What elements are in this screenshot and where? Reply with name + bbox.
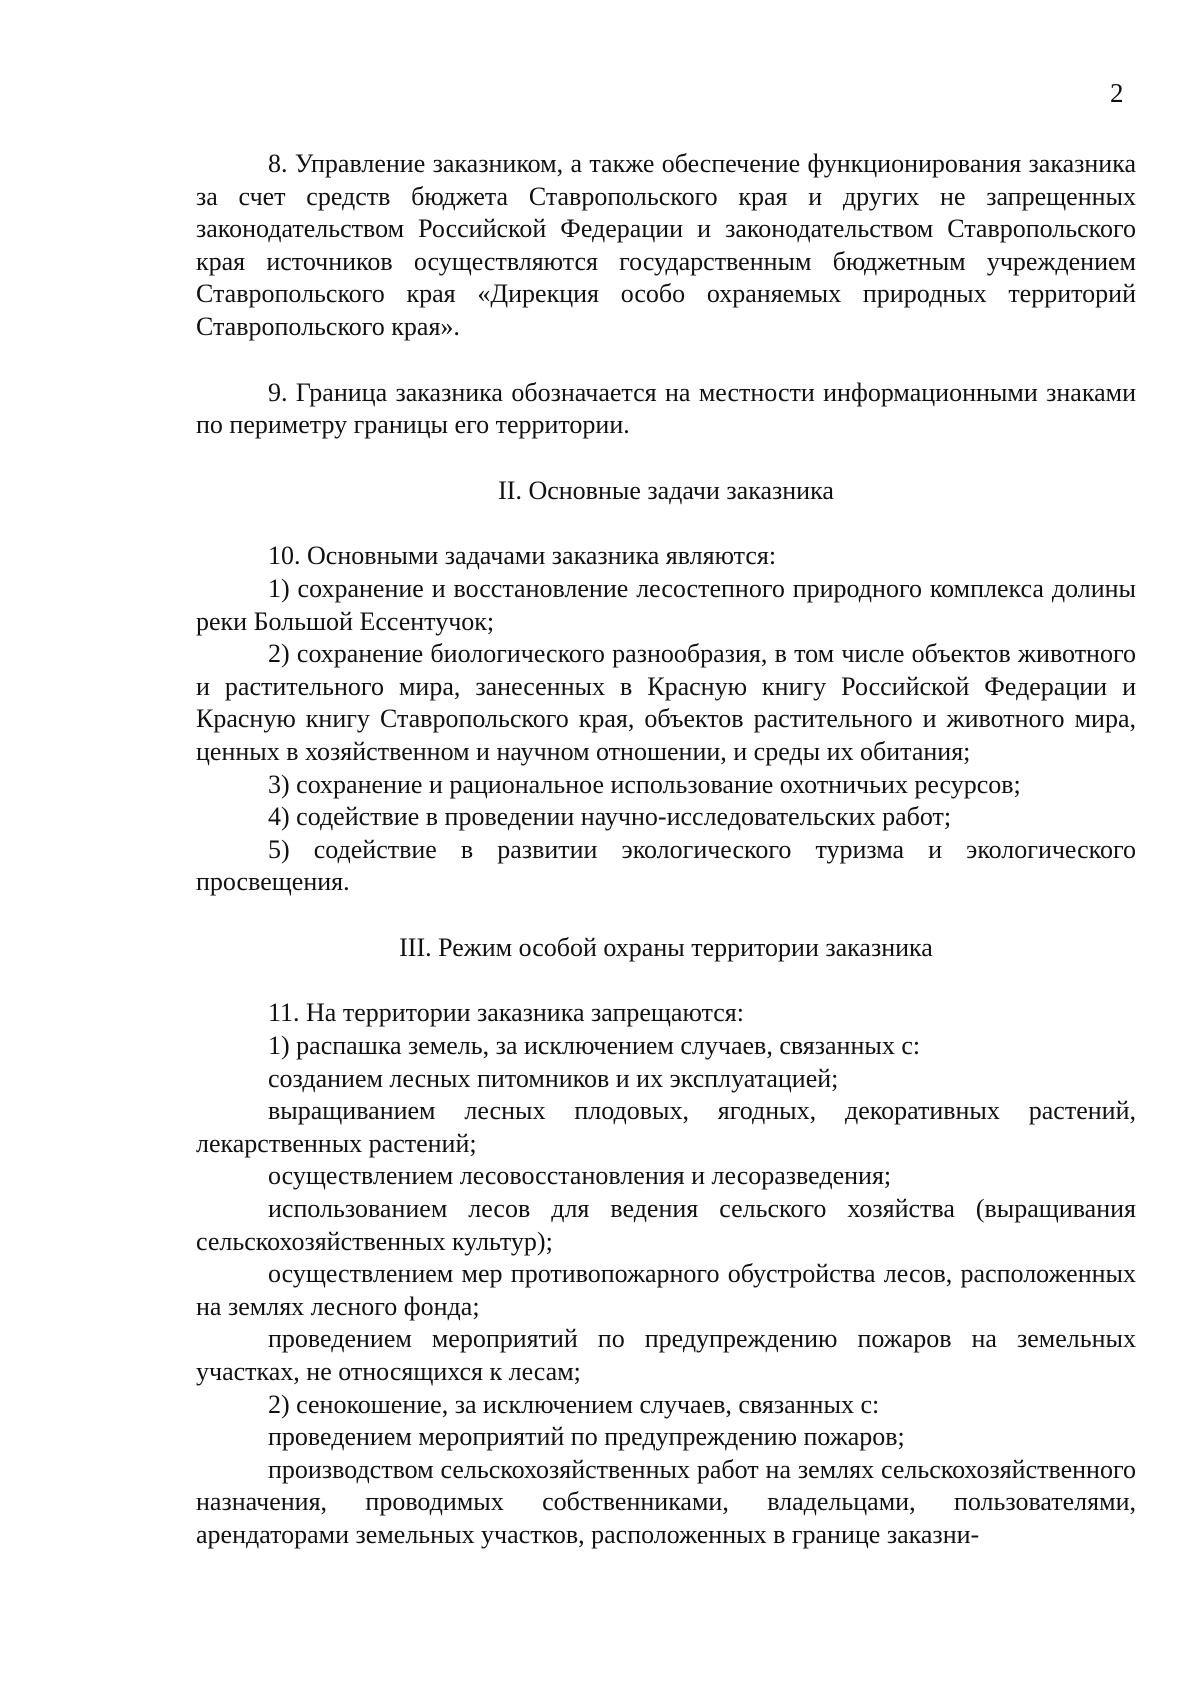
- paragraph-10: 10. Основными задачами заказника являются:: [268, 541, 777, 571]
- prohibition-subitem: проведением мероприятий по предупреждению пожаров;: [268, 1422, 905, 1452]
- prohibition-subitem: использованием лесов для ведения сельского хозяйства (выращивания сельскохозяйственных культур);: [196, 1194, 1136, 1256]
- prohibition-subitem: созданием лесных питомников и их эксплуатацией;: [268, 1063, 839, 1093]
- task-item-1: 1) сохранение и восстановление лесостепного природного комплекса долины реки Большой Ессентучок;: [196, 573, 1136, 636]
- section-heading-3: III. Режим особой охраны территории заказника: [399, 932, 933, 962]
- task-item-3: 3) сохранение и рациональное использование охотничьих ресурсов;: [268, 769, 1021, 799]
- prohibition-item-2: 2) сенокошение, за исключением случаев, связанных с:: [268, 1389, 880, 1419]
- prohibition-subitem: производством сельскохозяйственных работ на землях сельскохозяйственного назначения, проводимых собственниками, владельцами, пользователями, арендаторами земельных участков, расположенных в границе заказни-: [196, 1454, 1136, 1549]
- prohibition-item-1: 1) распашка земель, за исключением случаев, связанных с:: [268, 1031, 921, 1061]
- paragraph-8: 8. Управление заказником, а также обеспечение функционирования заказника за счет средств бюджета Ставропольского края и других не запрещенных законодательством Российской Федерации и законодательством Ставропольского края источников осуществляются государственным бюджетным учреждением Ставропольского края «Дирекция особо охраняемых природных территорий Ставропольского края».: [196, 149, 1136, 341]
- task-item-5: 5) содействие в развитии экологического туризма и экологического просвещения.: [196, 834, 1136, 897]
- paragraph-11: 11. На территории заказника запрещаются:: [268, 998, 744, 1028]
- page-number: 2: [1110, 78, 1124, 108]
- task-item-2: 2) сохранение биологического разнообразия, в том числе объектов животного и растительного мира, занесенных в Красную книгу Российской Федерации и Красную книгу Ставропольского края, объектов растительного и животного мира, ценных в хозяйственном и научном отношении, и среды их обитания;: [196, 639, 1136, 766]
- prohibition-subitem: осуществлением лесовосстановления и лесоразведения;: [268, 1161, 892, 1191]
- document-body: [196, 148, 1136, 1552]
- prohibition-subitem: проведением мероприятий по предупреждению пожаров на земельных участках, не относящихся к лесам;: [196, 1324, 1136, 1386]
- prohibition-subitem: осуществлением мер противопожарного обустройства лесов, расположенных на землях лесного фонда;: [196, 1259, 1136, 1321]
- task-item-4: 4) содействие в проведении научно-исследовательских работ;: [268, 802, 952, 832]
- paragraph-9: 9. Граница заказника обозначается на местности информационными знаками по периметру границы его территории.: [196, 377, 1136, 440]
- section-heading-2: II. Основные задачи заказника: [498, 475, 834, 505]
- prohibition-subitem: выращиванием лесных плодовых, ягодных, декоративных растений, лекарственных растений;: [196, 1096, 1136, 1158]
